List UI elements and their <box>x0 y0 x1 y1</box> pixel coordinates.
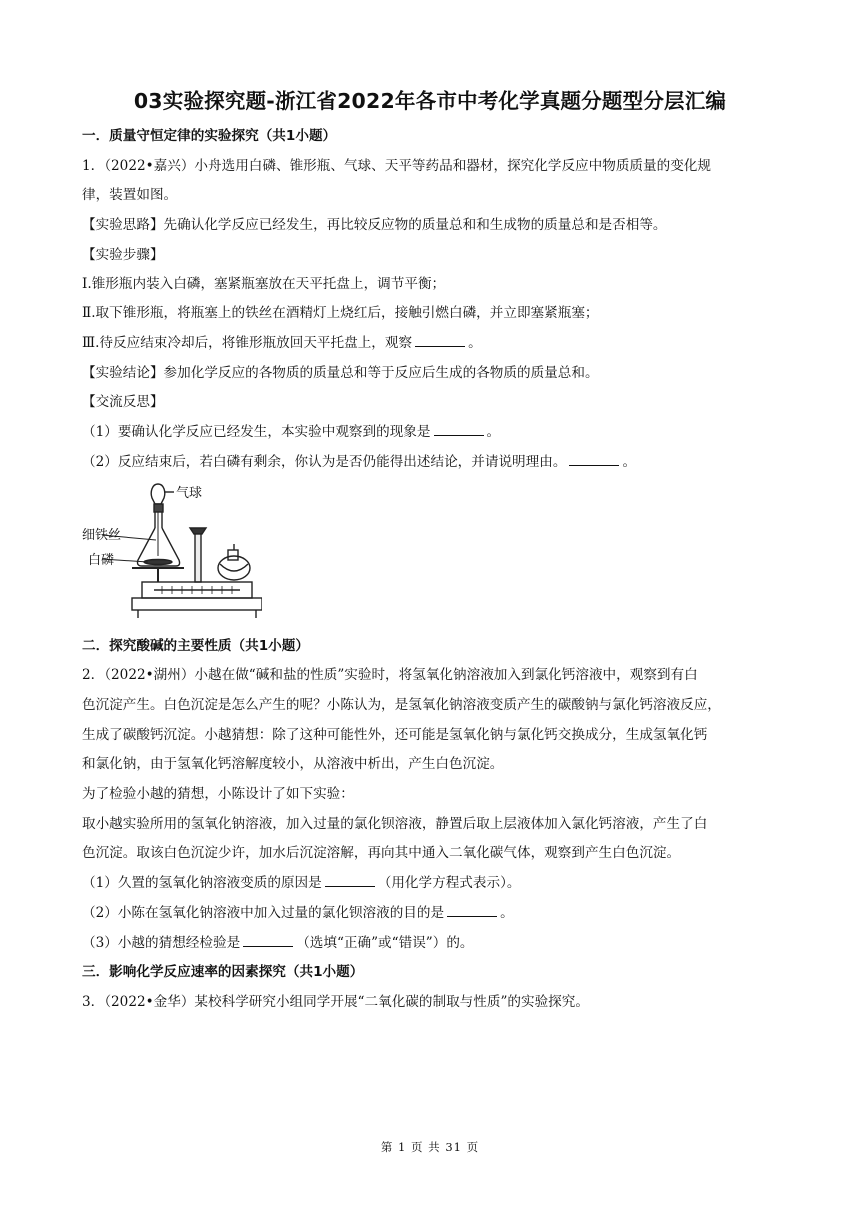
q2-sub2-text: （2）小陈在氢氧化钠溶液中加入过量的氯化钡溶液的目的是 <box>82 905 445 921</box>
q1-line-8: 【实验结论】参加化学反应的各物质的质量总和等于反应后生成的各物质的质量总和。 <box>82 365 599 381</box>
q1-sub1-text: （1）要确认化学反应已经发生，本实验中观察到的现象是 <box>82 424 431 440</box>
q1-line-1: 1．（2022•嘉兴）小舟选用白磷、锥形瓶、气球、天平等药品和器材，探究化学反应中物质质量的变化规 <box>82 158 711 174</box>
phosphorus-icon <box>144 560 172 565</box>
q2-line-4: 和氯化钠，由于氢氧化钙溶解度较小，从溶液中析出，产生白色沉淀。 <box>82 756 504 772</box>
label-iron-wire: 细铁丝 <box>82 528 122 543</box>
section-heading-2: 二．探究酸碱的主要性质（共1小题） <box>82 638 309 654</box>
q1-line-5: Ⅰ.锥形瓶内装入白磷，塞紧瓶塞放在天平托盘上，调节平衡； <box>82 276 446 292</box>
document-title: 03实验探究题-浙江省2022年各市中考化学真题分题型分层汇编 <box>133 89 727 113</box>
label-balloon: 气球 <box>176 486 203 501</box>
q1-sub1-end: 。 <box>486 424 501 440</box>
q1-sub2-end: 。 <box>622 454 637 470</box>
q1-line-11 <box>82 452 782 472</box>
q2-line-10 <box>82 933 782 953</box>
q2-line-2: 色沉淀产生。白色沉淀是怎么产生的呢？小陈认为，是氢氧化钠溶液变质产生的碳酸钠与氯化钙溶液反应， <box>82 697 721 713</box>
q1-line-10 <box>82 422 782 442</box>
q2-line-3: 生成了碳酸钙沉淀。小越猜想：除了这种可能性外，还可能是氢氧化钠与氯化钙交换成分，生成氢氧化钙 <box>82 727 708 743</box>
answer-blank[interactable] <box>434 422 484 436</box>
balloon-icon <box>151 484 165 504</box>
q1-line-4: 【实验步骤】 <box>82 247 164 263</box>
q2-line-9 <box>82 903 782 923</box>
answer-blank[interactable] <box>415 333 465 347</box>
answer-blank[interactable] <box>447 903 497 917</box>
q2-line-6: 取小越实验所用的氢氧化钠溶液，加入过量的氯化钡溶液，静置后取上层液体加入氯化钙溶液，产生了白 <box>82 816 708 832</box>
answer-blank[interactable] <box>243 933 293 947</box>
q2-line-5: 为了检验小越的猜想，小陈设计了如下实验： <box>82 786 354 802</box>
q1-sub2-text: （2）反应结束后，若白磷有剩余，你认为是否仍能得出述结论，并请说明理由。 <box>82 454 567 470</box>
q1-line-2: 律，装置如图。 <box>82 187 178 203</box>
q1-line-6: Ⅱ.取下锥形瓶，将瓶塞上的铁丝在酒精灯上烧红后，接触引燃白磷，并立即塞紧瓶塞； <box>82 305 599 321</box>
q1-line-3: 【实验思路】先确认化学反应已经发生，再比较反应物的质量总和和生成物的质量总和是否相等。 <box>82 217 667 233</box>
balance-apparatus-figure <box>82 478 262 624</box>
q1-step3-text: Ⅲ.待反应结束冷却后，将锥形瓶放回天平托盘上，观察 <box>82 335 413 351</box>
q2-sub3-end: （选填“正确”或“错误”）的。 <box>296 935 474 951</box>
q2-sub3-text: （3）小越的猜想经检验是 <box>82 935 241 951</box>
section-heading-3: 三．影响化学反应速率的因素探究（共1小题） <box>82 964 364 980</box>
q3-line-1: 3．（2022•金华）某校科学研究小组同学开展“二氧化碳的制取与性质”的实验探究。 <box>82 994 589 1010</box>
stopper-icon <box>154 504 163 512</box>
answer-blank[interactable] <box>325 873 375 887</box>
page-footer: 第 1 页 共 31 页 <box>380 1140 480 1154</box>
q2-sub2-end: 。 <box>500 905 514 921</box>
q2-line-7: 色沉淀。取该白色沉淀少许，加水后沉淀溶解，再向其中通入二氧化碳气体，观察到产生白色沉淀。 <box>82 845 681 861</box>
q1-step3-end: 。 <box>468 335 482 351</box>
q1-line-9: 【交流反思】 <box>82 394 164 410</box>
label-white-phosphorus: 白磷 <box>88 553 115 568</box>
q1-line-7 <box>82 333 782 353</box>
q2-line-8 <box>82 873 782 893</box>
q2-line-1: 2．（2022•湖州）小越在做“碱和盐的性质”实验时，将氢氧化钠溶液加入到氯化钙溶液中，观察到有白 <box>82 667 698 683</box>
q2-sub1-end: （用化学方程式表示）。 <box>377 875 521 891</box>
answer-blank[interactable] <box>569 452 619 466</box>
q2-sub1-text: （1）久置的氢氧化钠溶液变质的原因是 <box>82 875 322 891</box>
section-heading-1: 一．质量守恒定律的实验探究（共1小题） <box>82 128 337 144</box>
